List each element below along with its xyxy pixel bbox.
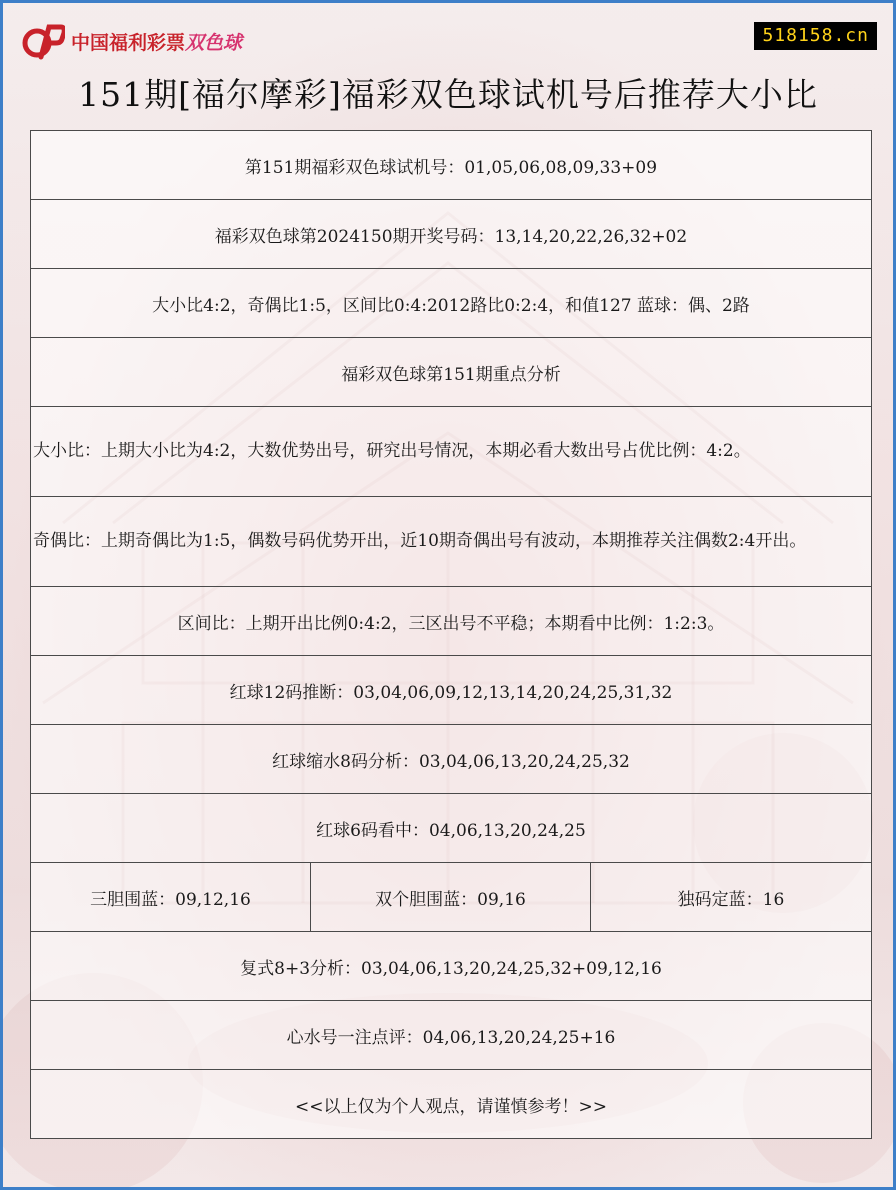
prediction-table	[30, 130, 872, 1139]
table-row	[31, 863, 872, 932]
trial-numbers-cell: 第151期福彩双色球试机号：01,05,06,08,09,33+09	[31, 131, 872, 200]
table-row	[31, 269, 872, 338]
table-row	[31, 200, 872, 269]
page-title: 151期[福尔摩彩]福彩双色球试机号后推荐大小比	[78, 75, 818, 114]
table-row	[31, 1070, 872, 1139]
table-row	[31, 794, 872, 863]
table-row	[31, 1001, 872, 1070]
table-row	[31, 656, 872, 725]
welfare-lottery-logo-icon	[21, 21, 65, 61]
blue-one-cell: 独码定蓝：16	[591, 863, 872, 932]
compound-cell: 复式8+3分析：03,04,06,13,20,24,25,32+09,12,16	[31, 932, 872, 1001]
site-domain-badge[interactable]: 518158.cn	[754, 22, 877, 50]
red-8-cell: 红球缩水8码分析：03,04,06,13,20,24,25,32	[31, 725, 872, 794]
logo-text: 中国福利彩票双色球	[71, 31, 243, 54]
blue-two-cell: 双个胆围蓝：09,16	[311, 863, 591, 932]
table-row	[31, 131, 872, 200]
analysis-heading-cell: 福彩双色球第151期重点分析	[31, 338, 872, 407]
interval-analysis-cell: 区间比：上期开出比例0:4:2，三区出号不平稳；本期看中比例：1:2:3。	[31, 587, 872, 656]
red-6-cell: 红球6码看中：04,06,13,20,24,25	[31, 794, 872, 863]
table-row	[31, 338, 872, 407]
table-row	[31, 725, 872, 794]
disclaimer-cell: <<以上仅为个人观点，请谨慎参考！>>	[31, 1070, 872, 1139]
table-row	[31, 407, 872, 497]
last-draw-cell: 福彩双色球第2024150期开奖号码：13,14,20,22,26,32+02	[31, 200, 872, 269]
odd-even-analysis-cell: 奇偶比：上期奇偶比为1:5，偶数号码优势开出，近10期奇偶出号有波动，本期推荐关注偶数2:4开出。	[31, 497, 872, 587]
size-ratio-analysis-cell: 大小比：上期大小比为4:2，大数优势出号，研究出号情况，本期必看大数出号占优比例：4:2。	[31, 407, 872, 497]
table-row	[31, 587, 872, 656]
ratios-cell: 大小比4:2，奇偶比1:5，区间比0:4:2012路比0:2:4，和值127 蓝球：偶、2路	[31, 269, 872, 338]
blue-three-cell: 三胆围蓝：09,12,16	[31, 863, 311, 932]
header	[3, 3, 893, 133]
red-12-cell: 红球12码推断：03,04,06,09,12,13,14,20,24,25,31,32	[31, 656, 872, 725]
single-pick-cell: 心水号一注点评：04,06,13,20,24,25+16	[31, 1001, 872, 1070]
lottery-logo	[21, 21, 242, 61]
table-row	[31, 497, 872, 587]
table-row	[31, 932, 872, 1001]
